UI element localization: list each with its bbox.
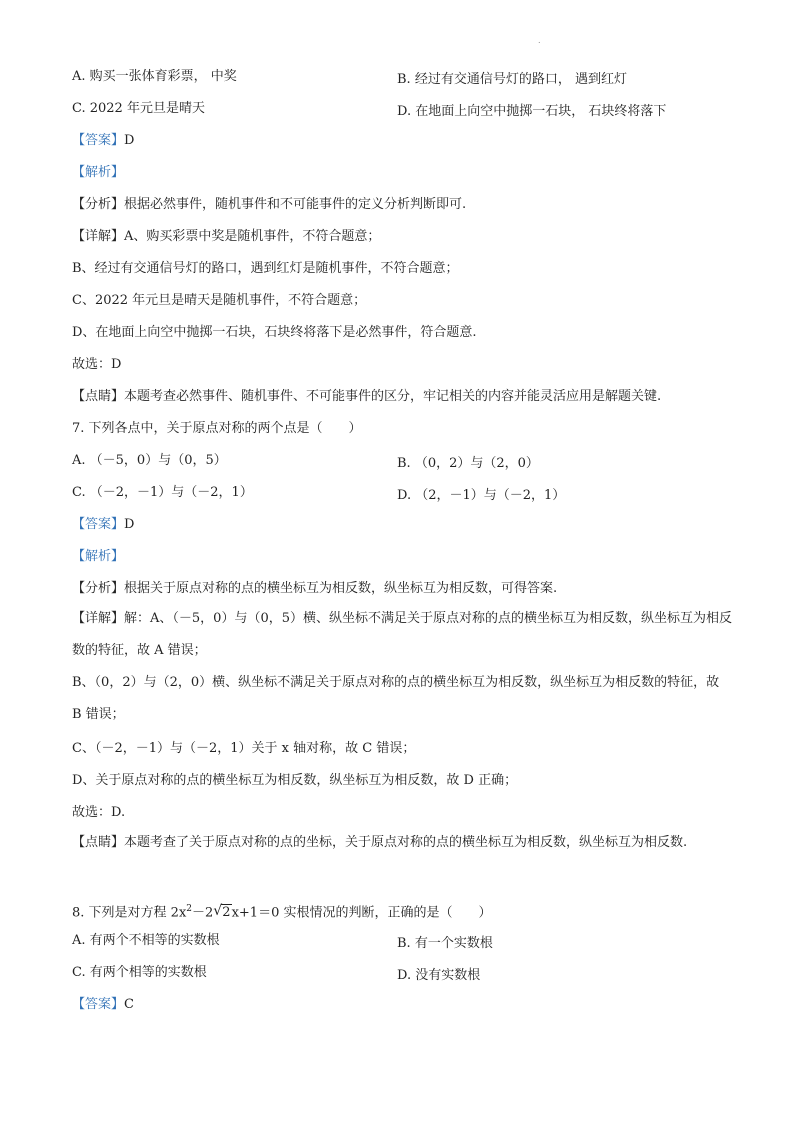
answer-tag: 【答案】 (72, 133, 125, 148)
fenxi-tag: 【分析】 (72, 197, 125, 212)
fenxi-text: 根据关于原点对称的点的横坐标互为相反数，纵坐标互为相反数，可得答案. (124, 581, 558, 596)
q6-answer (72, 132, 134, 150)
answer-value: D (124, 133, 135, 148)
q7-xiangjie-4: D、关于原点对称的点的横坐标互为相反数，纵坐标互为相反数，故 D 正确； (72, 773, 518, 788)
q7-xiangjie-2: B、（0，2）与（2，0）横、纵坐标不满足关于原点对称的点的横坐标互为相反数，纵坐标互为相反数的特征，故 B 错误； (72, 675, 720, 722)
dianjing-tag: 【点睛】 (72, 835, 125, 850)
dianjing-tag: 【点睛】 (72, 389, 125, 404)
sqrt-expression (213, 904, 231, 922)
q8-answer (72, 996, 134, 1014)
q7-dianjing (72, 827, 732, 859)
q6-option-a: A. 购买一张体育彩票， 中奖 (72, 69, 237, 84)
q8-option-b: B. 有一个实数根 (397, 936, 493, 951)
q7-option-d: D. （2，－1）与（－2，1） (397, 488, 566, 503)
q7-jiexi: 【解析】 (72, 549, 125, 564)
answer-tag: 【答案】 (72, 517, 125, 532)
q8-option-d: D. 没有实数根 (397, 968, 481, 983)
q7-option-b: B. （0，2）与（2，0） (397, 456, 539, 471)
q8-stem (72, 900, 491, 922)
dianjing-text: 本题考查了关于原点对称的点的坐标，关于原点对称的点的横坐标互为相反数，纵坐标互为相反数. (124, 835, 688, 850)
stem-part-c: x+1＝0 实根情况的判断，正确的是（ ） (231, 905, 492, 921)
stem-part-a: 8. 下列是对方程 2x (72, 905, 187, 921)
xiangjie-text: 解：A、（－5，0）与（0，5）横、纵坐标不满足关于原点对称的点的横坐标互为相反数，纵坐标互为相反数的特征，故 A 错误； (72, 611, 732, 658)
answer-value: C (124, 997, 134, 1012)
q7-xiangjie-3: C、（－2，－1）与（－2，1）关于 x 轴对称，故 C 错误； (72, 741, 416, 756)
q7-option-c: C. （－2，－1）与（－2，1） (72, 485, 253, 500)
stem-exponent: 2 (186, 904, 193, 914)
answer-tag: 【答案】 (72, 997, 125, 1012)
dianjing-text: 本题考查必然事件、随机事件、不可能事件的区分，牢记相关的内容并能灵活应用是解题关键. (124, 389, 662, 404)
q6-xiangjie-3: C、2022 年元旦是晴天是随机事件，不符合题意； (72, 293, 367, 308)
header-dot: . (538, 36, 541, 45)
q7-fenxi (72, 580, 557, 598)
q7-xiangjie-1 (72, 603, 732, 667)
xiangjie-tag: 【详解】 (72, 229, 125, 244)
radical-icon: √ (213, 903, 223, 920)
xiangjie-text: A、购买彩票中奖是随机事件，不符合题意； (124, 229, 381, 244)
q7-answer (72, 516, 134, 534)
q8-option-a: A. 有两个不相等的实数根 (72, 933, 220, 948)
q6-xuan: 故选：D (72, 357, 122, 372)
fenxi-tag: 【分析】 (72, 581, 125, 596)
q7-option-a: A. （－5，0）与（0，5） (72, 453, 227, 468)
q6-xiangjie-2: B、经过有交通信号灯的路口，遇到红灯是随机事件，不符合题意； (72, 261, 459, 276)
q8-option-c: C. 有两个相等的实数根 (72, 965, 207, 980)
q6-xiangjie-4: D、在地面上向空中抛掷一石块，石块终将落下是必然事件，符合题意. (72, 325, 477, 340)
q6-jiexi: 【解析】 (72, 165, 125, 180)
q6-option-c: C. 2022 年元旦是晴天 (72, 101, 205, 116)
answer-value: D (124, 517, 135, 532)
fenxi-text: 根据必然事件，随机事件和不可能事件的定义分析判断即可. (124, 197, 467, 212)
q6-option-b: B. 经过有交通信号灯的路口， 遇到红灯 (397, 72, 627, 87)
q7-xuan: 故选：D. (72, 805, 126, 820)
q6-fenxi (72, 196, 466, 214)
q6-dianjing (72, 388, 661, 406)
q6-option-d: D. 在地面上向空中抛掷一石块， 石块终将落下 (397, 104, 667, 119)
radicand: 2 (222, 905, 231, 921)
q6-xiangjie-1 (72, 228, 380, 246)
q7-stem: 7. 下列各点中，关于原点对称的两个点是（ ） (72, 421, 362, 436)
xiangjie-tag: 【详解】 (72, 611, 125, 626)
stem-part-b: －2 (192, 905, 214, 921)
